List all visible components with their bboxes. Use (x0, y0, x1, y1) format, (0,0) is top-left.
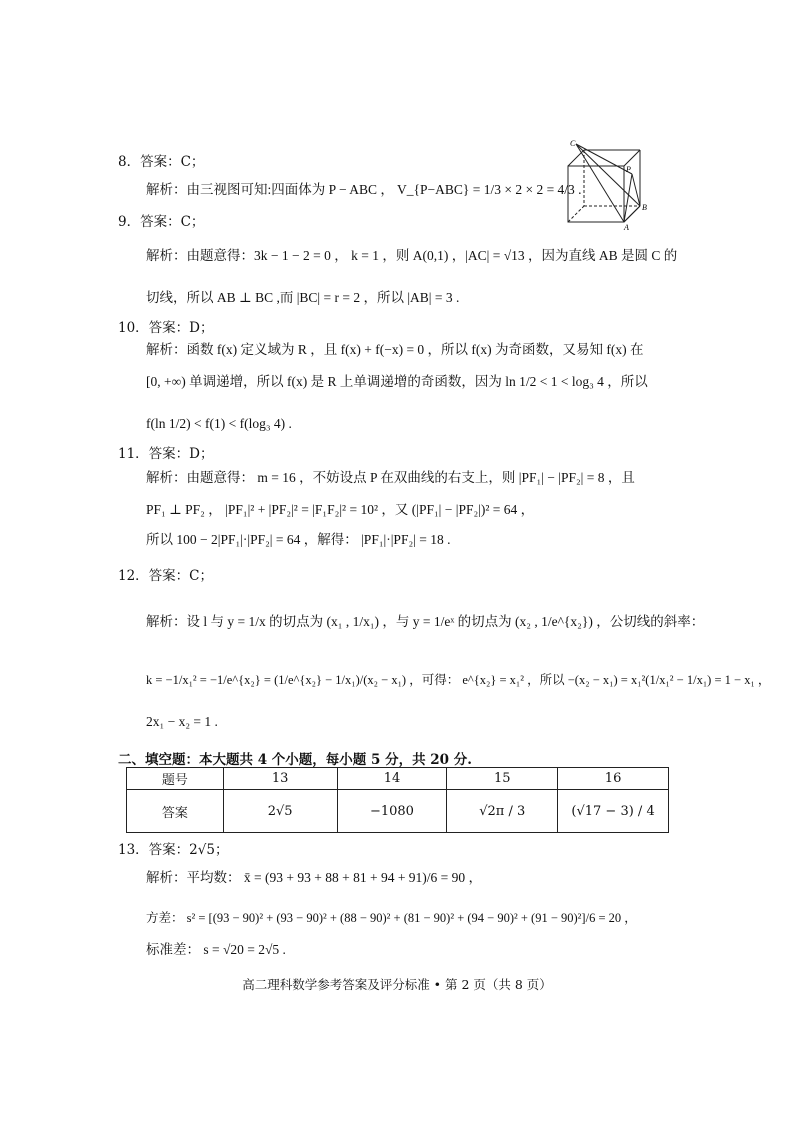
q9-explanation-1: 解析：由题意得：3k − 1 − 2 = 0 ， k = 1 ，则 A(0,1) ，|AC| = √13 ，因为直线 AB 是圆 C 的 (146, 248, 678, 263)
q11-explanation-1: 解析：由题意得： m = 16 ，不妨设点 P 在双曲线的右支上，则 |PF₁| − |PF₂| = 8 ，且 (146, 470, 635, 485)
label-c: C (570, 139, 576, 148)
q12-explanation-1: 解析：设 l 与 y = 1/x 的切点为 (x₁ , 1/x₁) ，与 y = 1/eˣ 的切点为 (x₂ , 1/e^{x₂}) ，公切线的斜率： (146, 614, 705, 629)
q10-explanation-3: f(ln 1/2) < f(1) < f(log₃ 4) . (146, 416, 292, 431)
table-cell: (√17 − 3) / 4 (558, 790, 669, 833)
table-row (127, 768, 669, 790)
q13-std: 标准差： s = √20 = 2√5 . (146, 942, 286, 957)
table-cell: 题号 (127, 768, 224, 790)
q12-explanation-3: 2x₁ − x₂ = 1 . (146, 714, 218, 729)
q11-answer: 11．答案：D； (118, 446, 214, 462)
page-footer: 高二理科数学参考答案及评分标准 • 第 2 页（共 8 页） (242, 977, 552, 992)
q9-answer: 9．答案：C； (118, 214, 205, 230)
q13-mean: 解析：平均数： x̄ = (93 + 93 + 88 + 81 + 94 + 91)/6 = 90 ， (146, 870, 483, 885)
table-cell: −1080 (337, 790, 447, 833)
label-a: A (624, 223, 629, 230)
table-cell: 15 (447, 768, 558, 790)
table-cell: 16 (558, 768, 669, 790)
table-cell: 14 (337, 768, 447, 790)
label-p: P (626, 165, 631, 174)
q11-explanation-2: PF₁ ⊥ PF₂ ， |PF₁|² + |PF₂|² = |F₁F₂|² = 10² ，又 (|PF₁| − |PF₂|)² = 64 ， (146, 502, 535, 517)
section-title: 二、填空题：本大题共 4 个小题，每小题 5 分，共 20 分. (118, 752, 472, 768)
table-cell: 2√5 (223, 790, 337, 833)
q8-explanation: 解析：由三视图可知:四面体为 P − ABC ， V_{P−ABC} = 1/3 × 2 × 2 = 4/3 . (146, 182, 582, 197)
q10-answer: 10．答案：D； (118, 320, 214, 336)
q12-explanation-2: k = −1/x₁² = −1/e^{x₂} = (1/e^{x₂} − 1/x₁)/(x₂ − x₁) ，可得： e^{x₂} = x₁² ，所以 −(x₂ − x₁) = x₁²(1/x₁² − 1/x₁) = 1 − x₁ ， (146, 673, 771, 687)
table-cell: 13 (223, 768, 337, 790)
q9-explanation-2: 切线，所以 AB ⊥ BC ,而 |BC| = r = 2 ，所以 |AB| = 3 . (146, 290, 460, 305)
q8-answer: 8．答案：C； (118, 154, 205, 170)
label-b: B (642, 203, 647, 212)
q10-explanation-2: [0, +∞) 单调递增，所以 f(x) 是 R 上单调递增的奇函数，因为 ln 1/2 < 1 < log₃ 4 ，所以 (146, 374, 648, 389)
q13-variance: 方差： s² = [(93 − 90)² + (93 − 90)² + (88 − 90)² + (81 − 90)² + (94 − 90)² + (91 − 90)²]/6 = 20 ， (146, 911, 637, 925)
q10-explanation-1: 解析：函数 f(x) 定义域为 R ，且 f(x) + f(−x) = 0 ，所以 f(x) 为奇函数，又易知 f(x) 在 (146, 342, 644, 357)
q12-answer: 12．答案：C； (118, 568, 214, 584)
table-row (127, 790, 669, 833)
table-cell: √2π / 3 (447, 790, 558, 833)
q11-explanation-3: 所以 100 − 2|PF₁|·|PF₂| = 64 ，解得： |PF₁|·|PF₂| = 18 . (146, 532, 451, 547)
table-cell: 答案 (127, 790, 224, 833)
answer-table (126, 767, 669, 833)
q13-answer: 13．答案：2√5； (118, 842, 229, 858)
cube-figure (556, 138, 660, 230)
